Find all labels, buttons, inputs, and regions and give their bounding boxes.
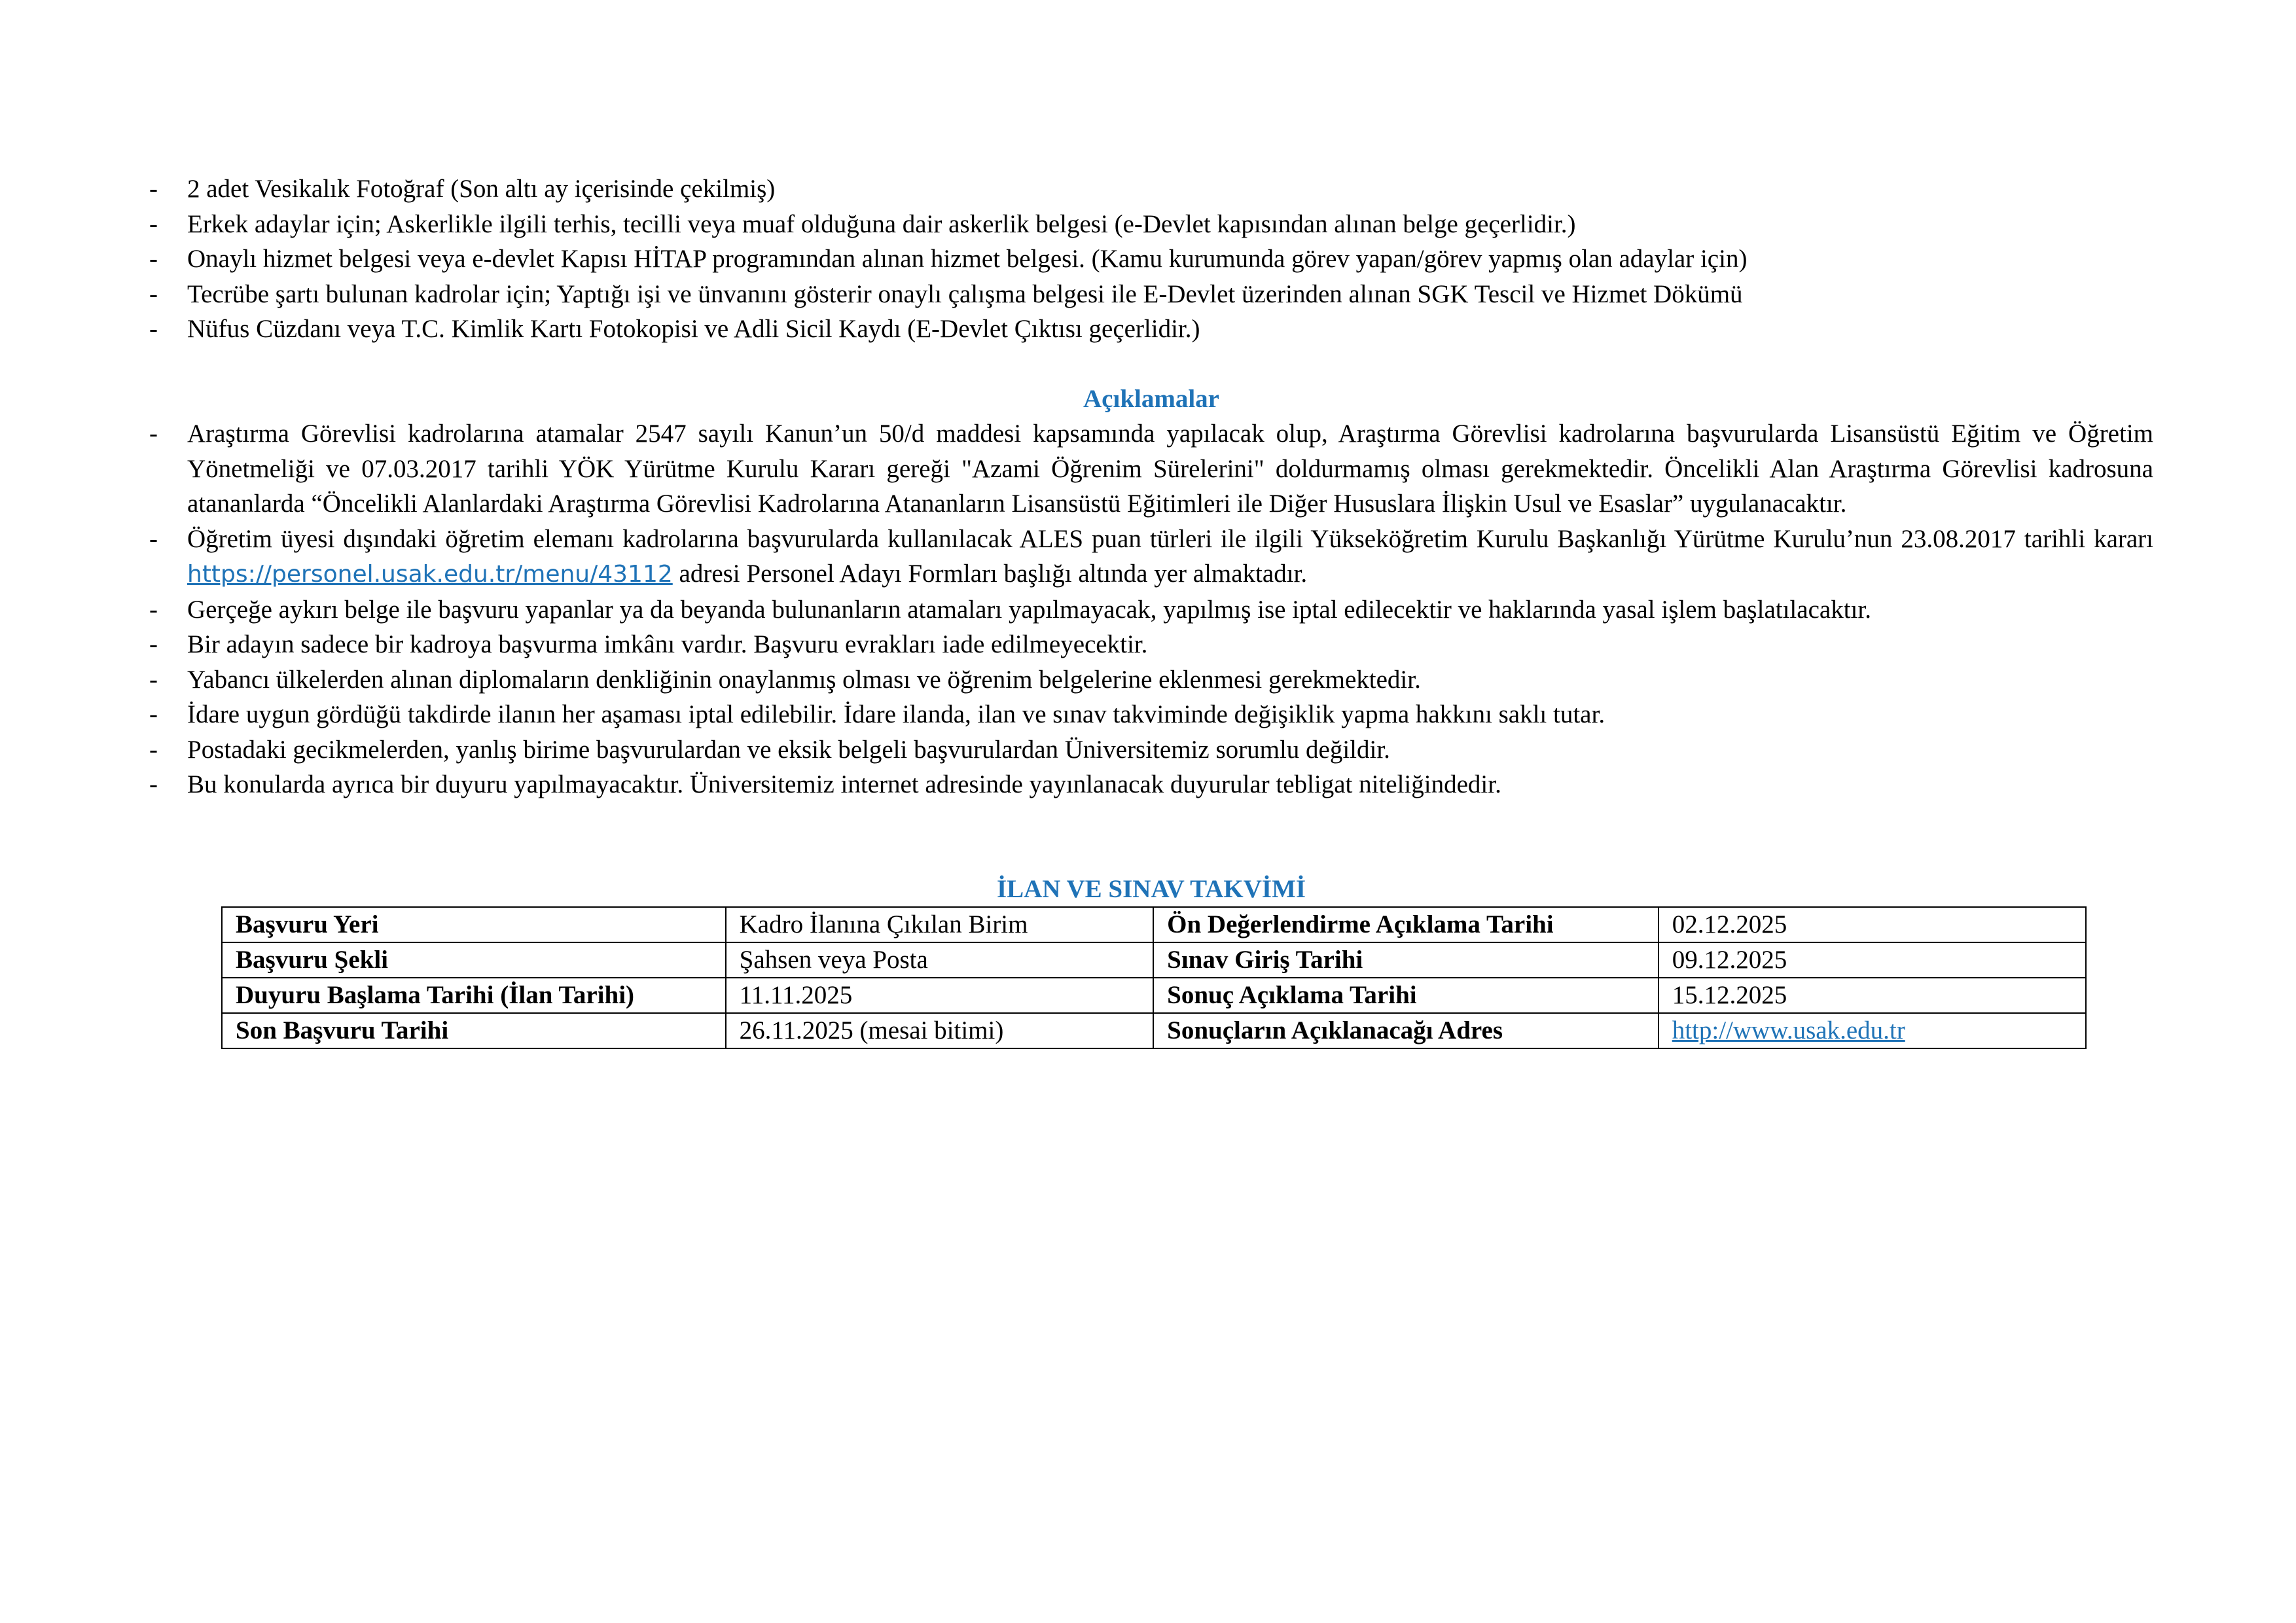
list-dash: - [149, 209, 158, 238]
explanation-text: adresi Personel Adayı Formları başlığı altında yer almaktadır. [672, 560, 1308, 588]
list-dash: - [149, 665, 158, 694]
explanation-text: İdare uygun gördüğü takdirde ilanın her aşaması iptal edilebilir. İdare ilanda, ilan ve sınav takviminde değişiklik yapma hakkını saklı tutar. [187, 700, 1605, 728]
explanation-text: Araştırma Görevlisi kadrolarına atamalar 2547 sayılı Kanun’un 50/d maddesi kapsamında yapılacak olup, Araştırma Görevlisi kadrolarına başvurularda Lisansüstü Eğitim ve Öğretim Yönetmeliği ve 07.03.2017 tarihli YÖK Yürütme Kurulu Kararı gereği "Azami Öğrenim Sürelerini" doldurmamış olması gerekmektedir. Öncelikli Alan Araştırma Görevlisi kadrosuna atananlarda “Öncelikli Alanlardaki Araştırma Görevlisi Kadrolarına Atananların Lisansüstü Eğitimleri ile Diğer Hususlara İlişkin Usul ve Esaslar” uygulanacaktır. [187, 419, 2153, 518]
list-item [149, 277, 2153, 312]
requirement-text: Onaylı hizmet belgesi veya e-devlet Kapısı HİTAP programından alınan hizmet belgesi. (Kamu kurumunda görev yapan/görev yapmış olan adaylar için) [187, 245, 1748, 273]
calendar-table [221, 906, 2087, 1049]
table-cell-label: Sonuç Açıklama Tarihi [1153, 978, 1659, 1013]
list-item [149, 592, 2153, 628]
list-item [149, 767, 2153, 802]
list-item [149, 241, 2153, 277]
list-item [149, 662, 2153, 698]
list-item [149, 697, 2153, 732]
requirement-text: Nüfus Cüzdanı veya T.C. Kimlik Kartı Fotokopisi ve Adli Sicil Kaydı (E-Devlet Çıktısı geçerlidir.) [187, 315, 1200, 343]
table-cell-label: Duyuru Başlama Tarihi (İlan Tarihi) [222, 978, 726, 1013]
table-cell-label: Başvuru Yeri [222, 907, 726, 942]
explanation-text: Öğretim üyesi dışındaki öğretim elemanı kadrolarına başvurularda kullanılacak ALES puan türleri ile ilgili Yükseköğretim Kurulu Başkanlığı Yürütme Kurulu’nun 23.08.2017 tarihli kararı [187, 524, 2153, 553]
table-cell-label: Sınav Giriş Tarihi [1153, 942, 1659, 978]
table-cell-link [1659, 1013, 2086, 1048]
list-dash: - [149, 770, 158, 798]
list-item [149, 732, 2153, 768]
table-cell-value: 02.12.2025 [1659, 907, 2086, 942]
requirement-text: 2 adet Vesikalık Fotoğraf (Son altı ay içerisinde çekilmiş) [187, 175, 776, 203]
list-dash: - [149, 595, 158, 624]
calendar-title: İLAN VE SINAV TAKVİMİ [996, 874, 1306, 903]
table-row [222, 942, 2086, 978]
personnel-forms-link[interactable]: https://personel.usak.edu.tr/menu/43112 [187, 561, 673, 588]
list-item [149, 522, 2153, 592]
table-cell-label: Sonuçların Açıklanacağı Adres [1153, 1013, 1659, 1048]
requirement-text: Tecrübe şartı bulunan kadrolar için; Yaptığı işi ve ünvanını gösterir onaylı çalışma belgesi ile E-Devlet üzerinden alınan SGK Tescil ve Hizmet Dökümü [187, 279, 1743, 308]
table-row [222, 907, 2086, 942]
list-dash: - [149, 279, 158, 308]
explanation-text: Bu konularda ayrıca bir duyuru yapılmayacaktır. Üniversitemiz internet adresinde yayınlanacak duyurular tebligat niteliğindedir. [187, 770, 1501, 798]
explanation-text: Yabancı ülkelerden alınan diplomaların denkliğinin onaylanmış olması ve öğrenim belgelerine eklenmesi gerekmektedir. [187, 665, 1421, 694]
list-item [149, 171, 2153, 207]
list-dash: - [149, 735, 158, 764]
list-item [149, 312, 2153, 347]
explanation-text: Gerçeğe aykırı belge ile başvuru yapanlar ya da beyanda bulunanların atamaları yapılmayacak, yapılmış ise iptal edilecektir ve haklarında yasal işlem başlatılacaktır. [187, 595, 1871, 624]
list-dash: - [149, 245, 158, 273]
table-row [222, 1013, 2086, 1048]
explanation-text: Bir adayın sadece bir kadroya başvurma imkânı vardır. Başvuru evrakları iade edilmeyecektir. [187, 630, 1148, 658]
requirement-text: Erkek adaylar için; Askerlikle ilgili terhis, tecilli veya muaf olduğuna dair askerlik belgesi (e-Devlet kapısından alınan belge geçerlidir.) [187, 209, 1576, 238]
table-cell-value: 09.12.2025 [1659, 942, 2086, 978]
list-dash: - [149, 630, 158, 658]
results-address-link[interactable]: http://www.usak.edu.tr [1672, 1016, 1905, 1044]
table-cell-value: Şahsen veya Posta [726, 942, 1154, 978]
list-dash: - [149, 524, 158, 553]
explanations-list [149, 416, 2153, 802]
document-page [149, 171, 2153, 1049]
table-cell-value: Kadro İlanına Çıkılan Birim [726, 907, 1154, 942]
table-cell-value: 26.11.2025 (mesai bitimi) [726, 1013, 1154, 1048]
explanations-title: Açıklamalar [1083, 384, 1219, 413]
list-item [149, 416, 2153, 522]
list-dash: - [149, 175, 158, 203]
list-item [149, 207, 2153, 242]
table-row [222, 978, 2086, 1013]
list-dash: - [149, 700, 158, 728]
list-item [149, 627, 2153, 662]
table-cell-label: Ön Değerlendirme Açıklama Tarihi [1153, 907, 1659, 942]
list-dash: - [149, 419, 158, 448]
table-cell-label: Başvuru Şekli [222, 942, 726, 978]
table-cell-value: 15.12.2025 [1659, 978, 2086, 1013]
explanation-text: Postadaki gecikmelerden, yanlış birime başvurulardan ve eksik belgeli başvurulardan Üniversitemiz sorumlu değildir. [187, 735, 1390, 764]
list-dash: - [149, 315, 158, 343]
requirements-list [149, 171, 2153, 347]
table-cell-label: Son Başvuru Tarihi [222, 1013, 726, 1048]
table-cell-value: 11.11.2025 [726, 978, 1154, 1013]
